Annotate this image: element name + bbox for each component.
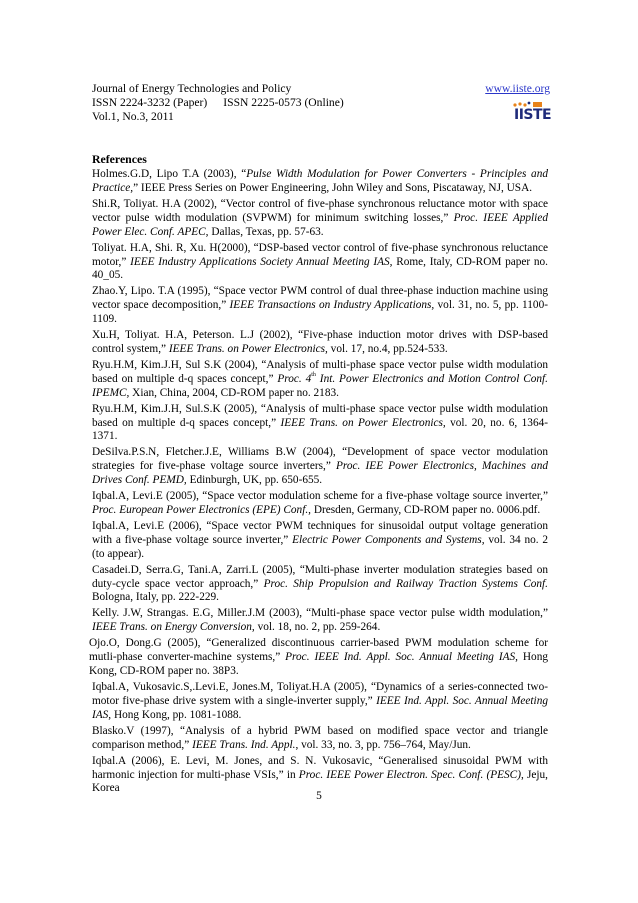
journal-header: [92, 82, 550, 124]
reference-item: Blasko.V (1997), “Analysis of a hybrid PWM based on modified space vector and triangle comparison method,” IEEE Trans. Ind. Appl., vol. 33, no. 3, pp. 756–764, May/Jun.: [92, 724, 548, 751]
issn-paper: ISSN 2224-3232 (Paper): [92, 96, 208, 109]
reference-item: Ryu.H.M, Kim.J.H, Sul S.K (2004), “Analysis of multi-phase space vector pulse width modulation based on multiple d-q spaces concept,” Proc. 4th Int. Power Electronics and Motion Control Conf. IPEMC, Xian, China, 2004, CD-ROM paper no. 2183.: [92, 359, 549, 399]
reference-item: Holmes.G.D, Lipo T.A (2003), “Pulse Width Modulation for Power Converters - Principles and Practice,” IEEE Press Series on Power Engineering, John Wiley and Sons, Piscataway, NJ, USA.: [92, 168, 548, 194]
reference-item: Iqbal.A, Vukosavic.S,.Levi.E, Jones.M, Toliyat.H.A (2005), “Dynamics of a series-connected two-motor five-phase drive system with a single-inverter supply,” IEEE Ind. Appl. Soc. Annual Meeting IAS, Hong Kong, pp. 1081-1088.: [92, 681, 548, 721]
reference-item: Shi.R, Toliyat. H.A (2002), “Vector control of five-phase synchronous reluctance motor with space vector pulse width modulation (SVPWM) for minimum switching losses,” Proc. IEEE Applied Power Elec. Conf. APEC, Dallas, Texas, pp. 57-63.: [92, 197, 548, 238]
reference-item: Kelly. J.W, Strangas. E.G, Miller.J.M (2003), “Multi-phase space vector pulse width modulation,” IEEE Trans. on Energy Conversion, vol. 18, no. 2, pp. 259-264.: [92, 607, 548, 634]
logo-text: IISTE: [514, 107, 552, 123]
references-heading: References: [92, 152, 147, 166]
issn-online: ISSN 2225-0573 (Online): [223, 96, 344, 109]
reference-item: Iqbal.A, Levi.E (2006), “Space vector PWM techniques for sinusoidal output voltage generation with a five-phase voltage source inverter,” Electric Power Components and Systems, vol. 34 no. 2 (to appear).: [92, 520, 548, 560]
iiste-logo: [512, 100, 552, 124]
references-list: [89, 167, 549, 797]
journal-title: Journal of Energy Technologies and Policy: [92, 82, 292, 95]
website-link[interactable]: www.iiste.org: [485, 82, 550, 95]
reference-item: Iqbal.A, Levi.E (2005), “Space vector modulation scheme for a five-phase voltage source inverter,” Proc. European Power Electronics (EPE) Conf., Dresden, Germany, CD-ROM paper no. 0006.pdf.: [92, 490, 548, 516]
reference-item: DeSilva.P.S.N, Fletcher.J.E, Williams B.W (2004), “Development of space vector modulation strategies for five-phase voltage source inverters,” Proc. IEE Power Electronics, Machines and Drives Conf. PEMD, Edinburgh, UK, pp. 650-655.: [92, 446, 548, 487]
reference-item: Zhao.Y, Lipo. T.A (1995), “Space vector PWM control of dual three-phase induction machine using vector space decomposition,” IEEE Transactions on Industry Applications, vol. 31, no. 5, pp. 1100-1109.: [92, 285, 548, 326]
issn-line: [92, 96, 550, 110]
reference-item: Casadei.D, Serra.G, Tani.A, Zarri.L (2005), “Multi-phase inverter modulation strategies based on duty-cycle space vector approach,” Proc. Ship Propulsion and Railway Traction Systems Conf. Bologna, Italy, pp. 222-229.: [92, 563, 548, 604]
reference-item: Toliyat. H.A, Shi. R, Xu. H(2000), “DSP-based vector control of five-phase synchronous reluctance motor,” IEEE Industry Applications Society Annual Meeting IAS, Rome, Italy, CD-ROM paper no. 40_05.: [92, 241, 548, 282]
volume-info: Vol.1, No.3, 2011: [92, 110, 174, 123]
reference-item: Xu.H, Toliyat. H.A, Peterson. L.J (2002), “Five-phase induction motor drives with DSP-based control system,” IEEE Trans. on Power Electronics, vol. 17, no.4, pp.524-533.: [92, 329, 548, 355]
reference-item: Iqbal.A (2006), E. Levi, M. Jones, and S. N. Vukosavic, “Generalised sinusoidal PWM with harmonic injection for multi-phase VSIs,” in Proc. IEEE Power Electron. Spec. Conf. (PESC), Jeju, Korea: [92, 754, 548, 795]
reference-item: Ojo.O, Dong.G (2005), “Generalized discontinuous carrier-based PWM modulation scheme for mutli-phase converter-machine systems,” Proc. IEEE Ind. Appl. Soc. Annual Meeting IAS, Hong Kong, CD-ROM paper no. 38P3.: [89, 637, 548, 678]
reference-item: Ryu.H.M, Kim.J.H, Sul.S.K (2005), “Analysis of multi-phase space vector pulse width modulation based on multiple d-q spaces concept,” IEEE Trans. on Power Electronics, vol. 20, no. 6, 1364-1371.: [92, 402, 548, 443]
page-number: 5: [316, 790, 322, 802]
